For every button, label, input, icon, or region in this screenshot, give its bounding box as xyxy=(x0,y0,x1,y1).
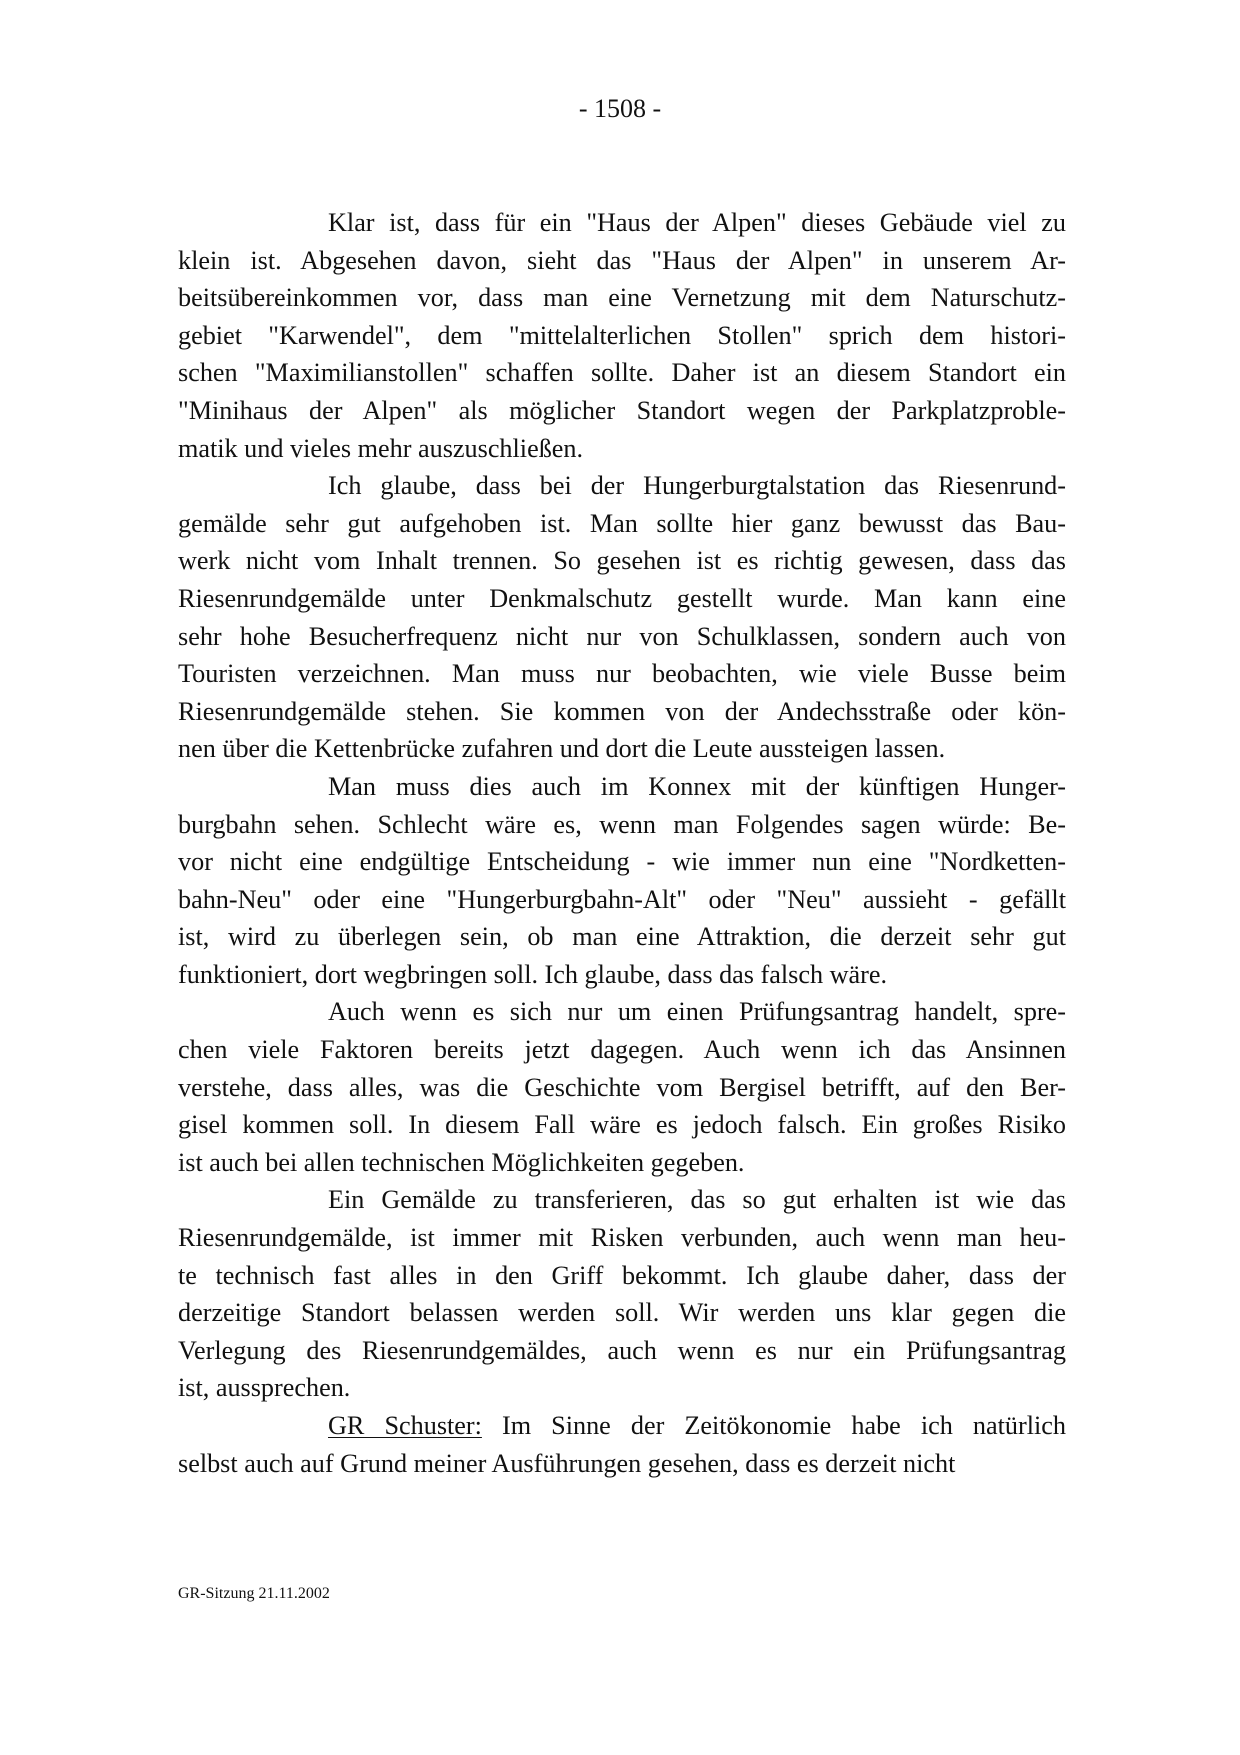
text-line: ist, aussprechen. xyxy=(178,1373,351,1403)
document-body xyxy=(178,204,1066,1482)
text-line: beitsübereinkommen vor, dass man eine Vernetzung mit dem Naturschutz- xyxy=(178,283,1066,313)
text-line: Touristen verzeichnen. Man muss nur beobachten, wie viele Busse beim xyxy=(178,659,1066,689)
speaker-line-text: Im Sinne der Zeitökonomie habe ich natürlich xyxy=(481,1411,1067,1440)
text-line: Riesenrundgemälde unter Denkmalschutz gestellt wurde. Man kann eine xyxy=(178,583,1066,613)
text-line: chen viele Faktoren bereits jetzt dagegen. Auch wenn ich das Ansinnen xyxy=(178,1035,1066,1065)
text-line: Auch wenn es sich nur um einen Prüfungsantrag handelt, spre- xyxy=(328,997,1066,1027)
paragraph xyxy=(178,1181,1066,1407)
text-line: Man muss dies auch im Konnex mit der künftigen Hunger- xyxy=(328,771,1066,801)
text-line: derzeitige Standort belassen werden soll. Wir werden uns klar gegen die xyxy=(178,1298,1066,1328)
paragraph-list xyxy=(178,204,1066,1407)
text-line: "Minihaus der Alpen" als möglicher Standort wegen der Parkplatzproble- xyxy=(178,395,1066,425)
text-line: gebiet "Karwendel", dem "mittelalterlichen Stollen" sprich dem histori- xyxy=(178,320,1066,350)
text-line: werk nicht vom Inhalt trennen. So gesehen ist es richtig gewesen, dass das xyxy=(178,546,1066,576)
text-line: matik und vieles mehr auszuschließen. xyxy=(178,433,584,463)
footer-session-date: GR-Sitzung 21.11.2002 xyxy=(178,1585,330,1602)
text-line: gisel kommen soll. In diesem Fall wäre es jedoch falsch. Ein großes Risiko xyxy=(178,1110,1066,1140)
text-line: selbst auch auf Grund meiner Ausführungen gesehen, dass es derzeit nicht xyxy=(178,1448,956,1478)
text-line: te technisch fast alles in den Griff bekommt. Ich glaube daher, dass der xyxy=(178,1260,1066,1290)
text-line: Ich glaube, dass bei der Hungerburgtalstation das Riesenrund- xyxy=(328,471,1066,501)
paragraph xyxy=(178,467,1066,768)
text-line: gemälde sehr gut aufgehoben ist. Man sollte hier ganz bewusst das Bau- xyxy=(178,508,1066,538)
text-line: bahn-Neu" oder eine "Hungerburgbahn-Alt" oder "Neu" aussieht - gefällt xyxy=(178,884,1066,914)
text-line: nen über die Kettenbrücke zufahren und dort die Leute aussteigen lassen. xyxy=(178,734,946,764)
text-line: Riesenrundgemälde stehen. Sie kommen von der Andechsstraße oder kön- xyxy=(178,696,1066,726)
text-line: verstehe, dass alles, was die Geschichte vom Bergisel betrifft, auf den Ber- xyxy=(178,1072,1066,1102)
paragraph xyxy=(178,768,1066,994)
text-line: Klar ist, dass für ein "Haus der Alpen" dieses Gebäude viel zu xyxy=(328,208,1066,237)
text-line: klein ist. Abgesehen davon, sieht das "Haus der Alpen" in unserem Ar- xyxy=(178,245,1066,275)
text-line: funktioniert, dort wegbringen soll. Ich glaube, dass das falsch wäre. xyxy=(178,959,888,989)
text-line: ist, wird zu überlegen sein, ob man eine Attraktion, die derzeit sehr gut xyxy=(178,922,1066,952)
text-line: schen "Maximilianstollen" schaffen sollte. Daher ist an diesem Standort ein xyxy=(178,358,1066,388)
page-number: - 1508 - xyxy=(578,94,662,123)
text-line: Riesenrundgemälde, ist immer mit Risken verbunden, auch wenn man heu- xyxy=(178,1223,1066,1253)
text-line: ist auch bei allen technischen Möglichkeiten gegeben. xyxy=(178,1147,745,1177)
speaker-line xyxy=(178,1407,1066,1445)
paragraph xyxy=(178,993,1066,1181)
text-line: Verlegung des Riesenrundgemäldes, auch wenn es nur ein Prüfungsantrag xyxy=(178,1335,1066,1365)
text-line: burgbahn sehen. Schlecht wäre es, wenn man Folgendes sagen würde: Be- xyxy=(178,809,1066,839)
text-line: sehr hohe Besucherfrequenz nicht nur von Schulklassen, sondern auch von xyxy=(178,621,1066,651)
speaker-name: GR Schuster: xyxy=(328,1411,482,1440)
text-line: vor nicht eine endgültige Entscheidung - wie immer nun eine "Nordketten- xyxy=(178,847,1066,877)
speaker-paragraph xyxy=(178,1407,1066,1482)
text-line: Ein Gemälde zu transferieren, das so gut erhalten ist wie das xyxy=(328,1185,1066,1215)
paragraph xyxy=(178,204,1066,467)
